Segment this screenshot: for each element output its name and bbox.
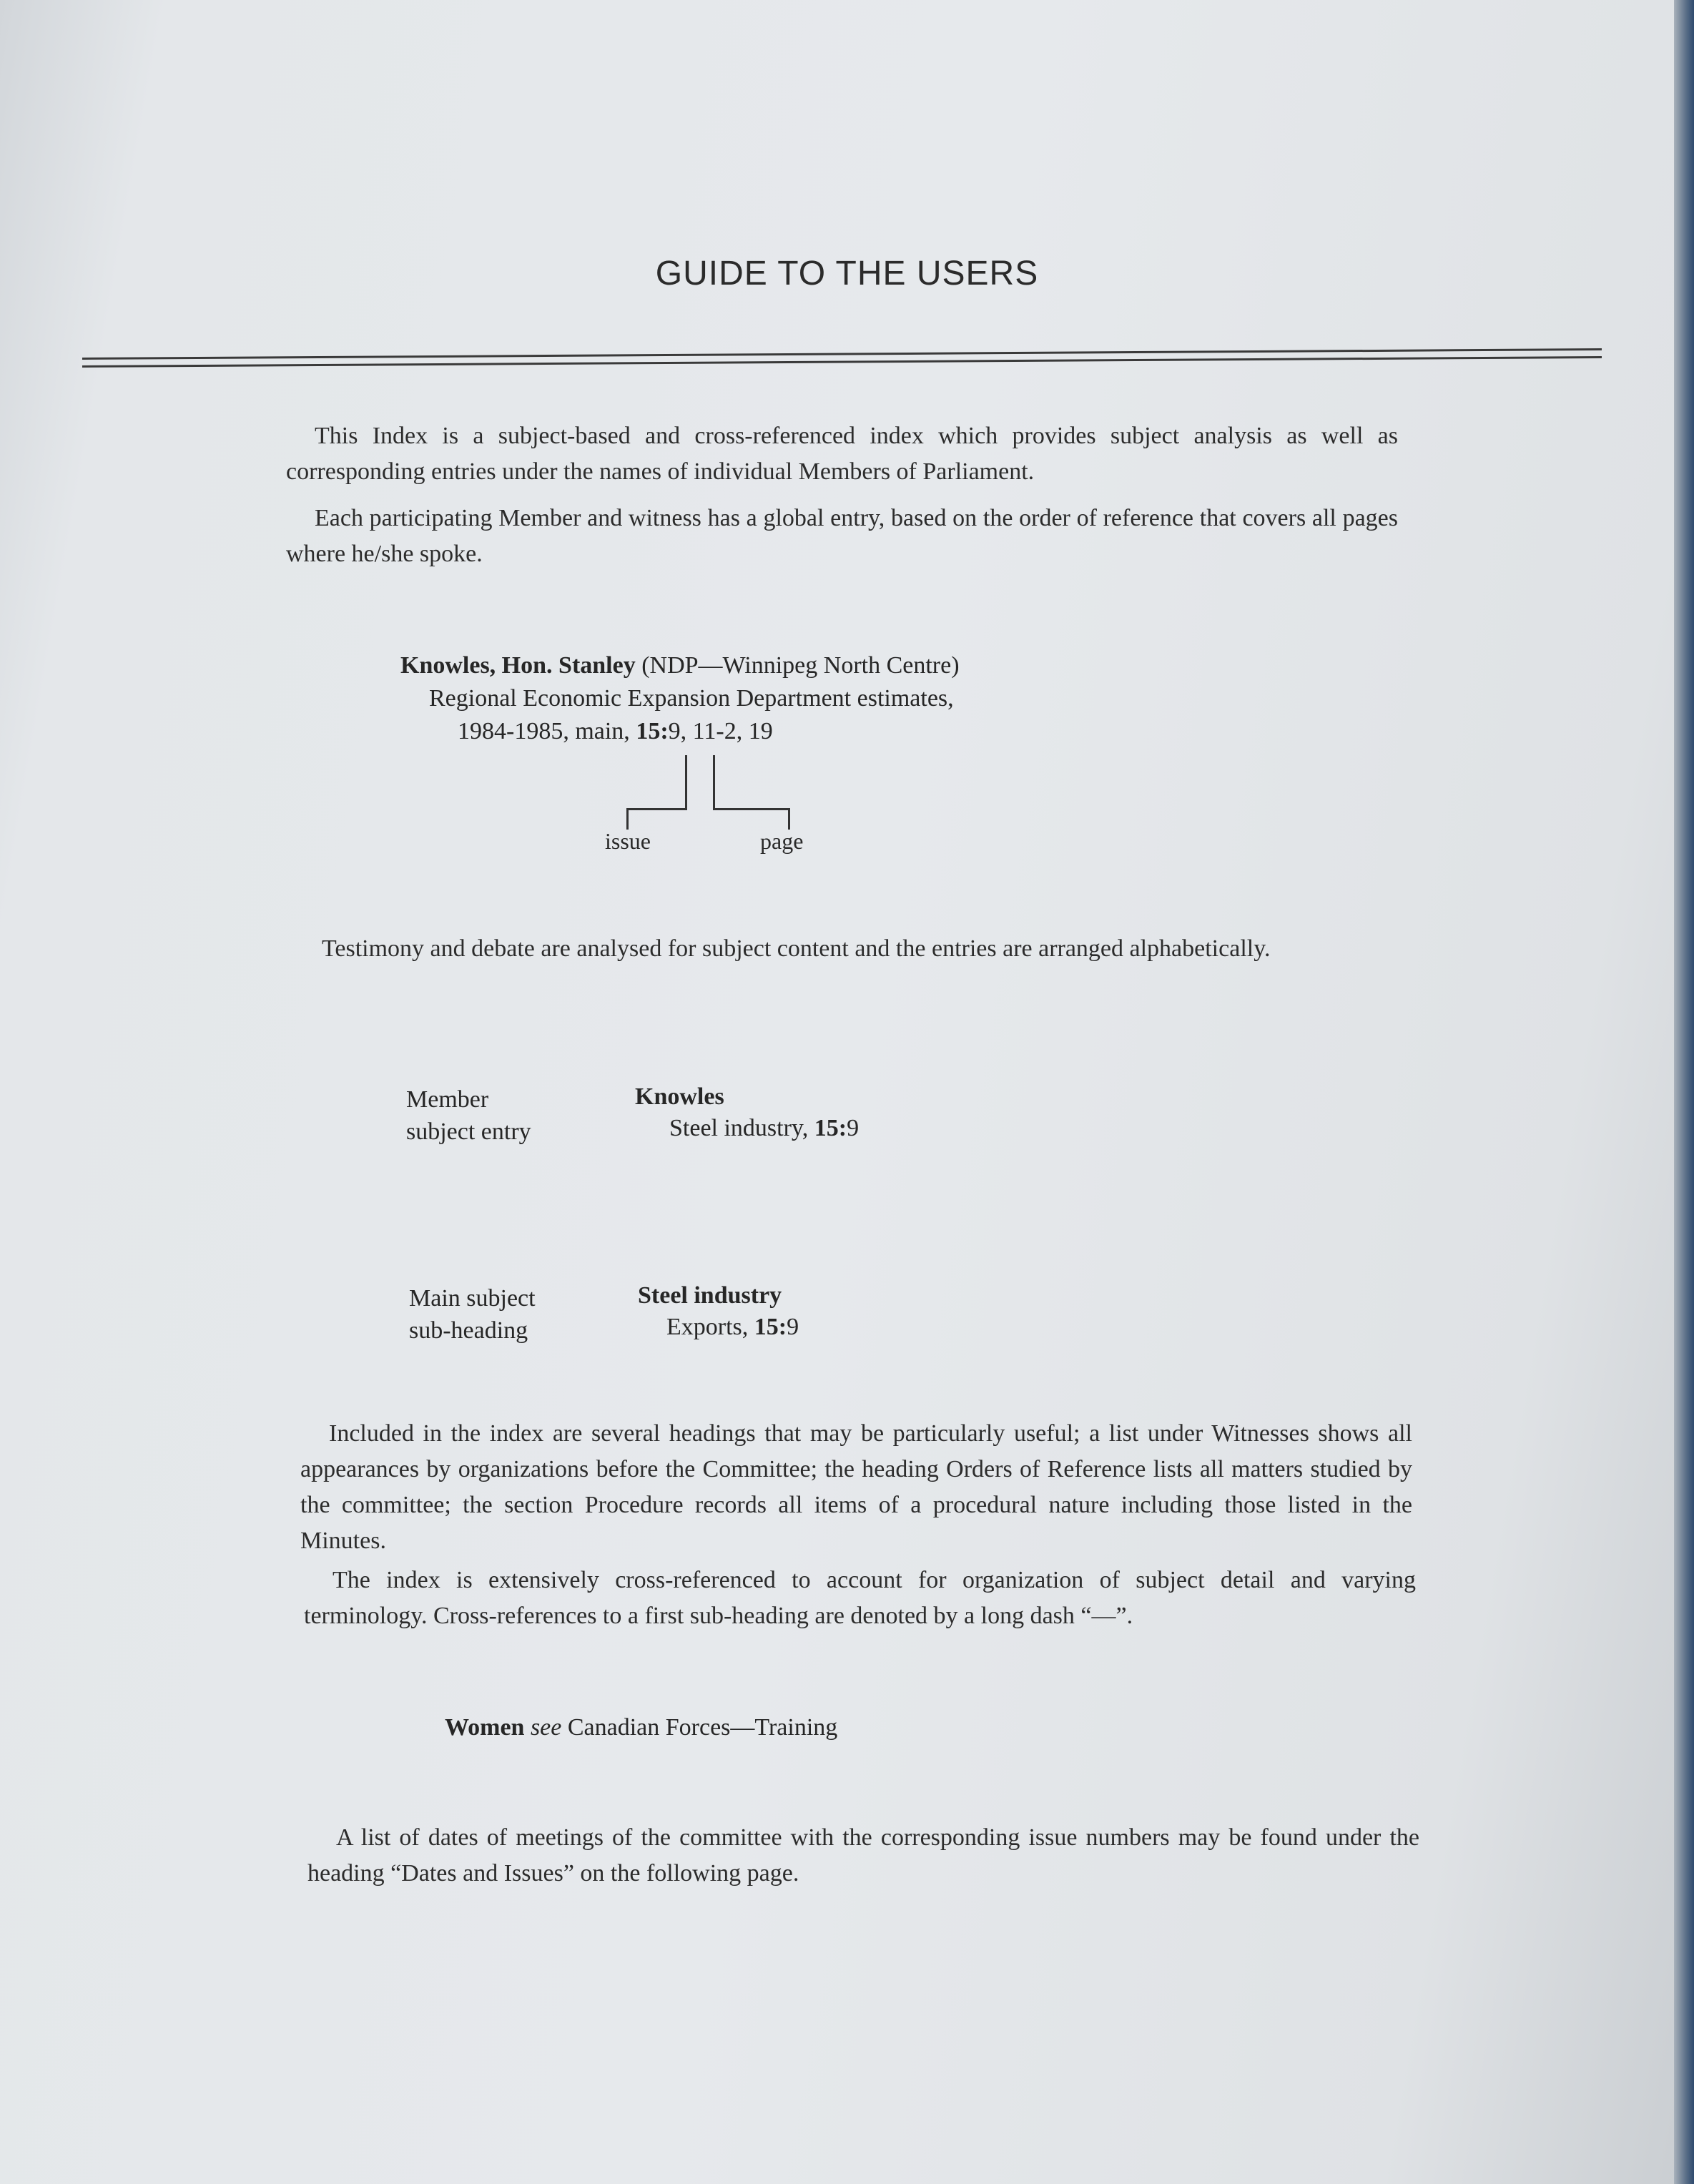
example-entry-line3 — [458, 715, 773, 748]
page-title: GUIDE TO THE USERS — [655, 255, 1039, 292]
cross-reference-paragraph: The index is extensively cross-referenced to account for organization of subject detail and varying terminology. Cross-references to a first sub-heading are denoted by a long dash “—”. — [304, 1567, 1416, 1629]
testimony-paragraph: Testimony and debate are analysed for subject content and the entries are arranged alphabetically. — [322, 935, 1271, 962]
example-entry-prefix: 1984-1985, main, — [458, 718, 636, 744]
global-entry-paragraph: Each participating Member and witness has a global entry, based on the order of reference that covers all pages where he/she spoke. — [286, 505, 1398, 567]
page-edge — [1674, 0, 1694, 2184]
example-entry-issue-ref: 15: — [636, 718, 669, 744]
subject-entry-label: subject entry — [406, 1118, 531, 1145]
cross-ref-see: see — [530, 1714, 562, 1741]
member-subentry-text: Steel industry, — [669, 1115, 814, 1141]
main-subject-label: Main subject — [409, 1285, 536, 1312]
subject-heading: Steel industry — [638, 1282, 782, 1309]
page-label: page — [760, 828, 804, 854]
cross-ref-target: Canadian Forces—Training — [567, 1714, 838, 1741]
example-entry-name: Knowles, Hon. Stanley — [400, 652, 636, 679]
example-entry-line1 — [400, 649, 960, 682]
cross-ref-term: Women — [445, 1714, 525, 1741]
subject-subentry-page: 9 — [787, 1314, 799, 1340]
headings-paragraph: Included in the index are several headings that may be particularly useful; a list under Witnesses shows all appearances by organizations before the Committee; the heading Orders of Reference lists all matters studied by the committee; the section Procedure records all items of a procedural nature including those listed in the Minutes. — [300, 1420, 1412, 1554]
subject-subentry-text: Exports, — [666, 1314, 754, 1340]
member-subentry-page: 9 — [847, 1115, 860, 1141]
subject-subentry-issue: 15: — [754, 1314, 787, 1340]
sub-heading-label: sub-heading — [409, 1317, 528, 1344]
example-entry-line2: Regional Economic Expansion Department estimates, — [429, 685, 954, 712]
example-entry-pages: 9, 11-2, 19 — [668, 718, 773, 744]
subject-subentry — [666, 1311, 799, 1344]
cross-reference-example — [445, 1711, 837, 1744]
member-subentry-issue: 15: — [814, 1115, 847, 1141]
issue-label: issue — [605, 828, 651, 854]
dates-paragraph: A list of dates of meetings of the committee with the corresponding issue numbers may be found under the heading “Dates and Issues” on the following page. — [307, 1824, 1419, 1887]
intro-paragraph: This Index is a subject-based and cross-referenced index which provides subject analysis as well as corresponding entries under the names of individual Members of Parliament. — [286, 423, 1398, 485]
member-subentry — [669, 1112, 859, 1145]
member-heading: Knowles — [635, 1083, 724, 1110]
example-entry-party: (NDP—Winnipeg North Centre) — [635, 652, 960, 679]
member-label: Member — [406, 1086, 489, 1113]
